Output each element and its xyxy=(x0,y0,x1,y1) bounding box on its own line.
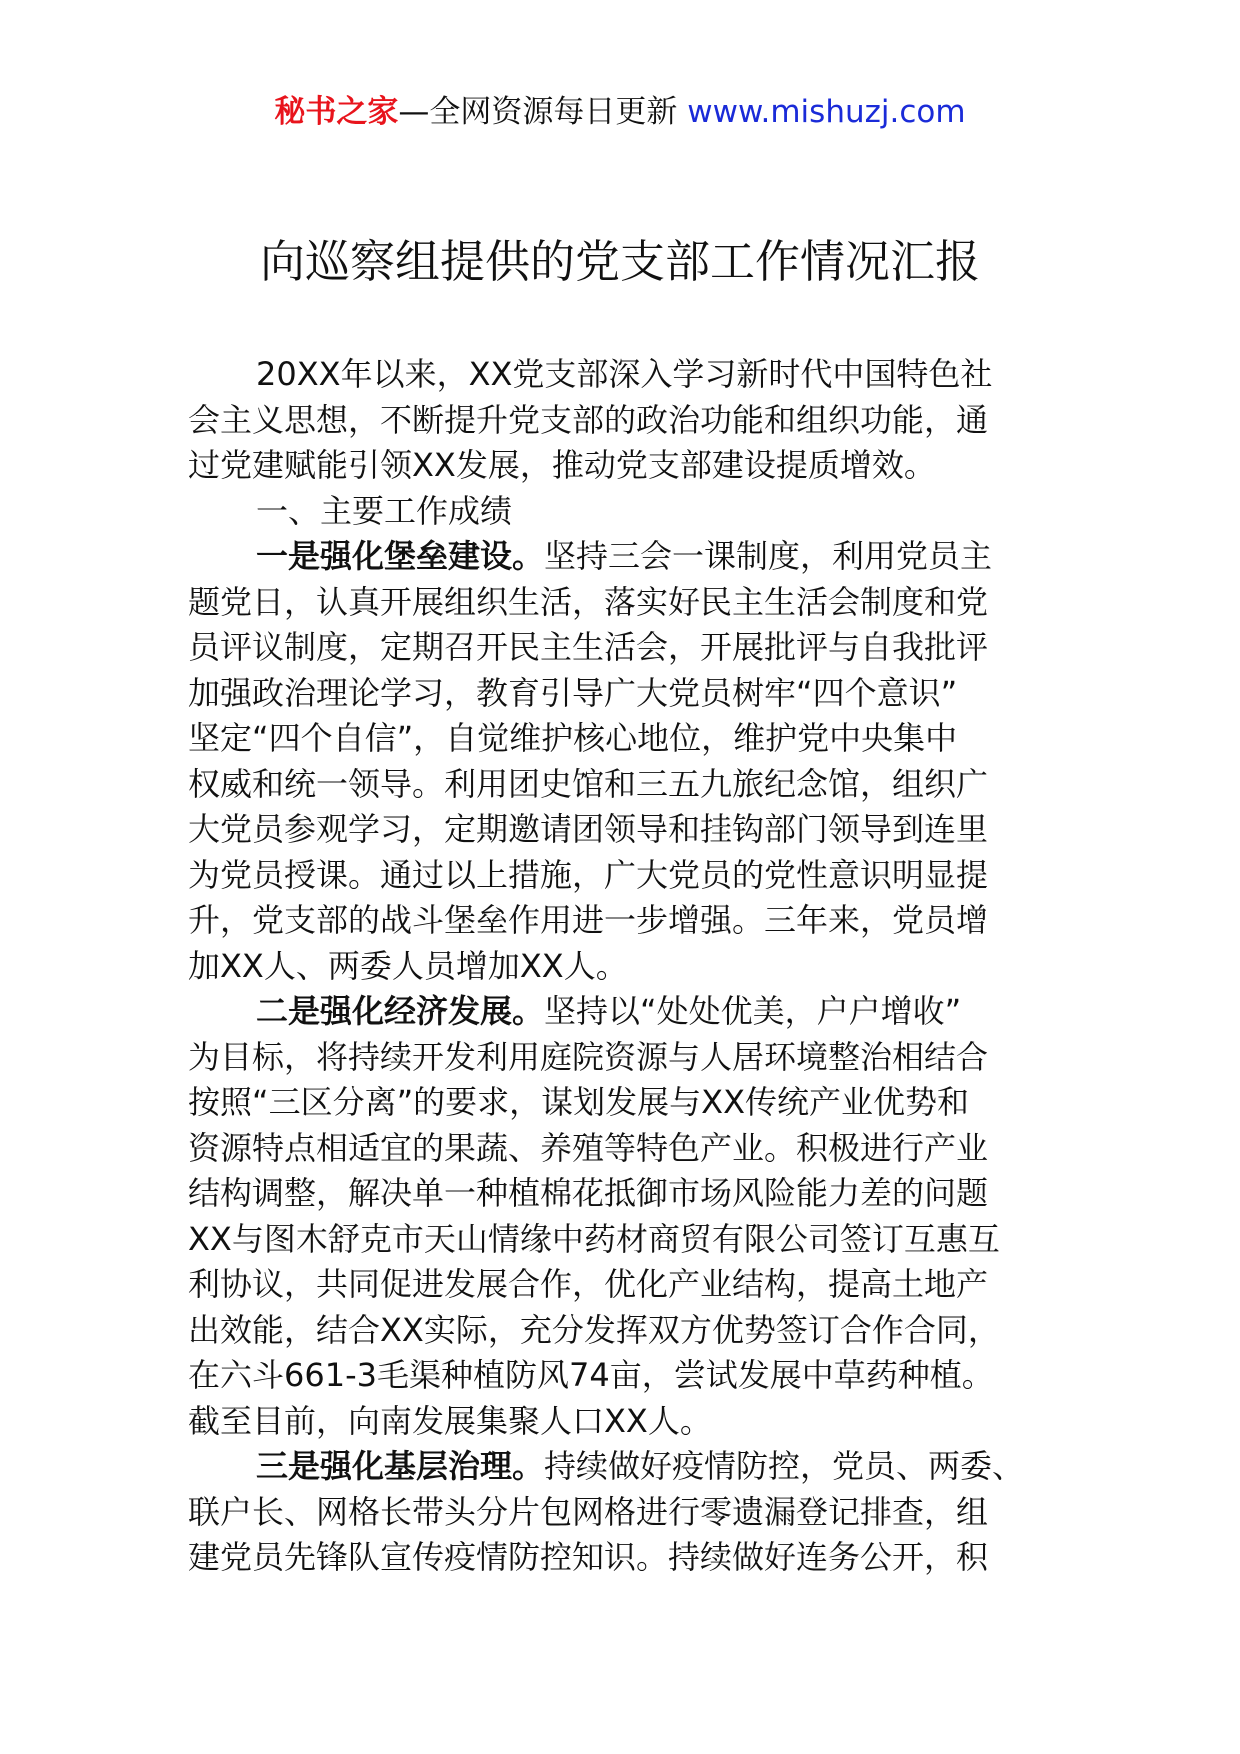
body-text-run: XX与图木舒克市天山情缘中药材商贸有限公司签订互惠互 xyxy=(188,1219,1000,1258)
body-line xyxy=(188,534,1054,580)
body-line xyxy=(188,1444,1054,1490)
body-text-run: 20XX年以来，XX党支部深入学习新时代中国特色社 xyxy=(256,355,993,393)
body-line xyxy=(188,1171,1054,1217)
body-text-run: 坚持三会一课制度，利用党员主 xyxy=(544,537,993,575)
body-line xyxy=(188,625,1054,671)
body-line xyxy=(188,398,1054,444)
bold-heading-phrase: 二是强化经济发展。 xyxy=(256,992,545,1030)
body-text-run: 题党日，认真开展组织生活，落实好民主生活会制度和党 xyxy=(188,582,989,621)
bold-heading-phrase: 三是强化基层治理。 xyxy=(256,1447,545,1485)
site-header xyxy=(0,92,1240,132)
body-text-run: 员评议制度，定期召开民主生活会，开展批评与自我批评 xyxy=(188,628,989,666)
body-text-run: 资源特点相适宜的果蔬、养殖等特色产业。积极进行产业 xyxy=(188,1128,989,1167)
body-line xyxy=(188,807,1054,853)
body-text-run: 加强政治理论学习，教育引导广大党员树牢“四个意识” xyxy=(188,673,958,712)
body-text-run: 一、主要工作成绩 xyxy=(256,491,513,530)
brand-name: 秘书之家 xyxy=(274,94,399,130)
site-tagline: —全网资源每日更新 xyxy=(398,94,688,130)
body-line xyxy=(188,1262,1054,1308)
body-line xyxy=(188,1308,1054,1354)
body-line xyxy=(188,1080,1054,1126)
body-text-run: 坚定“四个自信”，自觉维护核心地位，维护党中央集中 xyxy=(188,719,958,757)
body-text-run: 权威和统一领导。利用团史馆和三五九旅纪念馆，组织广 xyxy=(188,764,989,803)
body-line xyxy=(188,1353,1054,1399)
body-text-run: 升，党支部的战斗堡垒作用进一步增强。三年来，党员增 xyxy=(188,901,989,939)
body-line xyxy=(188,1035,1054,1081)
body-text-run: 坚持以“处处优美，户户增收” xyxy=(544,992,962,1030)
body-text-run: 过党建赋能引领XX发展，推动党支部建设提质增效。 xyxy=(188,446,936,484)
body-text-run: 按照“三区分离”的要求，谋划发展与XX传统产业优势和 xyxy=(188,1083,970,1121)
body-text-run: 截至目前，向南发展集聚人口XX人。 xyxy=(188,1401,712,1440)
body-text-run: 联户长、网格长带头分片包网格进行零遗漏登记排查，组 xyxy=(188,1492,989,1531)
body-text-run: 在六斗661-3毛渠种植防风74亩，尝试发展中草药种植。 xyxy=(188,1356,994,1394)
body-text-run: 会主义思想，不断提升党支部的政治功能和组织功能，通 xyxy=(188,400,989,439)
body-line xyxy=(188,1399,1054,1445)
body-line xyxy=(188,716,1054,762)
body-text-run: 建党员先锋队宣传疫情防控知识。持续做好连务公开，积 xyxy=(188,1538,989,1576)
body-line xyxy=(188,352,1054,398)
body-line xyxy=(188,580,1054,626)
body-line xyxy=(188,443,1054,489)
body-line xyxy=(188,989,1054,1035)
document-title: 向巡察组提供的党支部工作情况汇报 xyxy=(259,235,980,288)
body-text-run: 结构调整，解决单一种植棉花抵御市场风险能力差的问题 xyxy=(188,1174,989,1212)
body-line xyxy=(188,489,1054,535)
body-text-run: 持续做好疫情防控，党员、两委、 xyxy=(544,1447,1025,1485)
body-line xyxy=(188,898,1054,944)
body-text-run: 利协议，共同促进发展合作，优化产业结构，提高土地产 xyxy=(188,1265,989,1303)
document-body xyxy=(188,352,1054,1581)
body-line xyxy=(188,1535,1054,1581)
site-url-link[interactable]: www.mishuzj.com xyxy=(687,94,966,130)
body-text-run: 大党员参观学习，定期邀请团领导和挂钩部门领导到连里 xyxy=(188,810,989,848)
body-text-run: 出效能，结合XX实际，充分发挥双方优势签订合作合同， xyxy=(188,1310,1000,1349)
body-line xyxy=(188,853,1054,899)
body-line xyxy=(188,671,1054,717)
body-line xyxy=(188,944,1054,990)
body-line xyxy=(188,1126,1054,1172)
body-line xyxy=(188,1217,1054,1263)
body-text-run: 加XX人、两委人员增加XX人。 xyxy=(188,946,628,985)
body-text-run: 为目标，将持续开发利用庭院资源与人居环境整治相结合 xyxy=(188,1037,989,1076)
body-text-run: 为党员授课。通过以上措施，广大党员的党性意识明显提 xyxy=(188,855,989,894)
body-line xyxy=(188,762,1054,808)
bold-heading-phrase: 一是强化堡垒建设。 xyxy=(256,537,545,575)
body-line xyxy=(188,1490,1054,1536)
